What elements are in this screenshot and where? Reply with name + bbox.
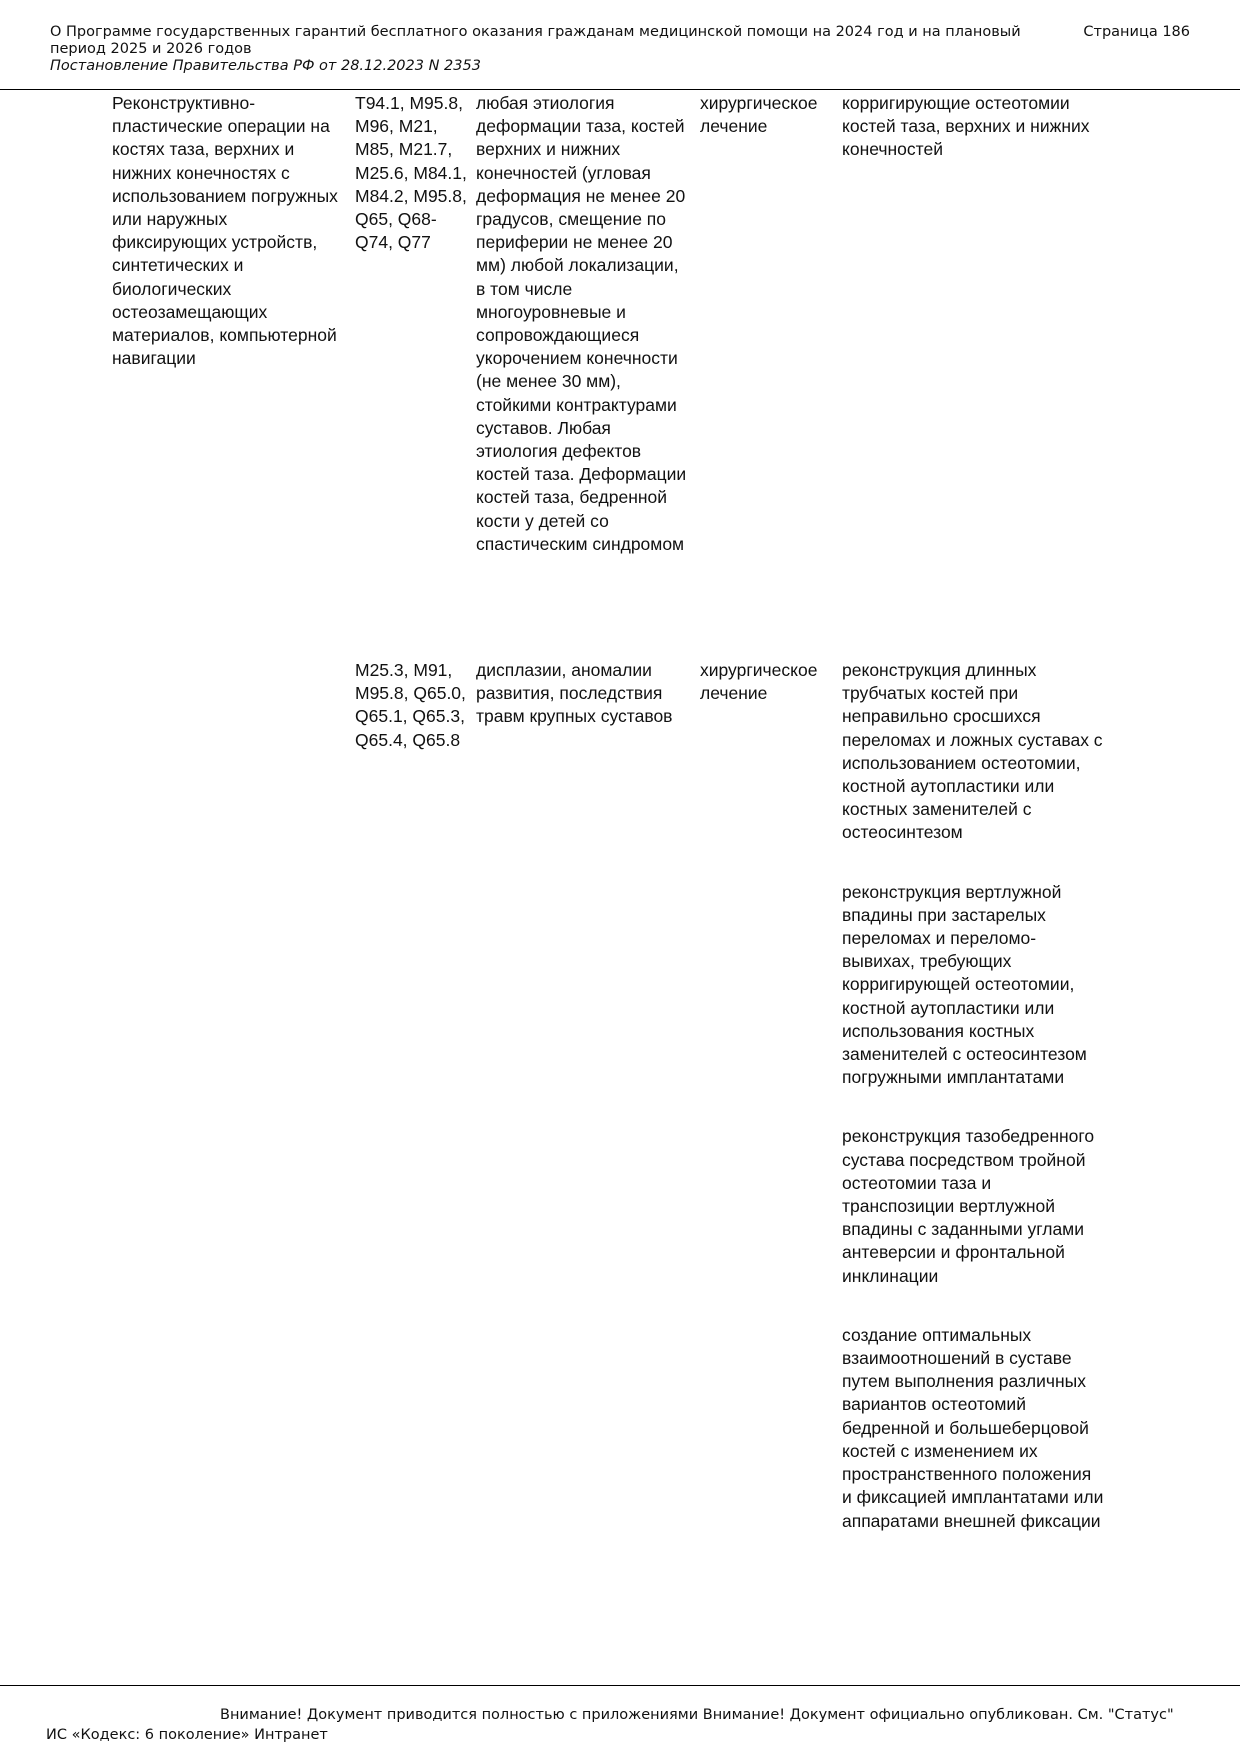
document-subtitle: Постановление Правительства РФ от 28.12.2023 N 2353: [50, 58, 481, 74]
row1-method: корригирующие остеотомии костей таза, верхних и нижних конечностей: [842, 93, 1090, 160]
document-title: О Программе государственных гарантий бесплатного оказания гражданам медицинской помощи на 2024 год и на плановый период 2025 и 2026 годов: [50, 24, 1021, 57]
header-divider: [0, 89, 1240, 90]
row2-methods: [842, 659, 1104, 1533]
page-number: Страница 186: [1083, 24, 1190, 40]
row2-method: реконструкция вертлужной впадины при застарелых переломах и переломо-вывихах, требующих корригирующей остеотомии, костной аутопластики или использования костных заменителей с остеосинтезом погружными имплантатами: [842, 881, 1087, 1088]
row1-condition: любая этиология деформации таза, костей верхних и нижних конечностей (угловая деформация не менее 20 градусов, смещение по периферии не менее 20 мм) любой локализации, в том числе многоуровневые и сопровождающиеся укорочением конечности (не менее 30 мм), стойкими контрактурами суставов. Любая этиология дефектов костей таза. Деформации костей таза, бедренной кости у детей со спастическим синдромом: [476, 93, 687, 554]
row1-codes: T94.1, M95.8, M96, M21, M85, M21.7, M25.6, M84.1, M84.2, M95.8, Q65, Q68-Q74, Q77: [355, 93, 467, 253]
row2-condition: дисплазии, аномалии развития, последствия травм крупных суставов: [476, 660, 673, 727]
row1-name: Реконструктивно-пластические операции на костях таза, верхних и нижних конечностях с использованием погружных или наружных фиксирующих устройств, синтетических и биологических остеозамещающих материалов, компьютерной навигации: [112, 93, 338, 369]
row2-codes: M25.3, M91, M95.8, Q65.0, Q65.1, Q65.3, Q65.4, Q65.8: [355, 660, 466, 750]
footer-system: ИС «Кодекс: 6 поколение» Интранет: [46, 1727, 328, 1743]
row2-method: реконструкция тазобедренного сустава посредством тройной остеотомии таза и транспозиции вертлужной впадины с заданными углами антеверсии и фронтальной инклинации: [842, 1126, 1095, 1286]
footer-notice: Внимание! Документ приводится полностью с приложениями Внимание! Документ официально опубликован. См. "Статус": [220, 1707, 1174, 1723]
footer-divider: [0, 1685, 1240, 1686]
row1-treatment: хирургическое лечение: [700, 93, 818, 137]
row2-treatment: хирургическое лечение: [700, 660, 818, 704]
row2-method: реконструкция длинных трубчатых костей при неправильно сросшихся переломах и ложных суставах с использованием остеотомии, костной аутопластики или костных заменителей с остеосинтезом: [842, 660, 1103, 843]
row1-methods: [842, 92, 1102, 162]
page-header: [50, 24, 1190, 75]
row2-method: создание оптимальных взаимоотношений в суставе путем выполнения различных вариантов остеотомий бедренной и большеберцовой костей с изменением их пространственного положения и фиксацией имплантатами или аппаратами внешней фиксации: [842, 1324, 1104, 1531]
